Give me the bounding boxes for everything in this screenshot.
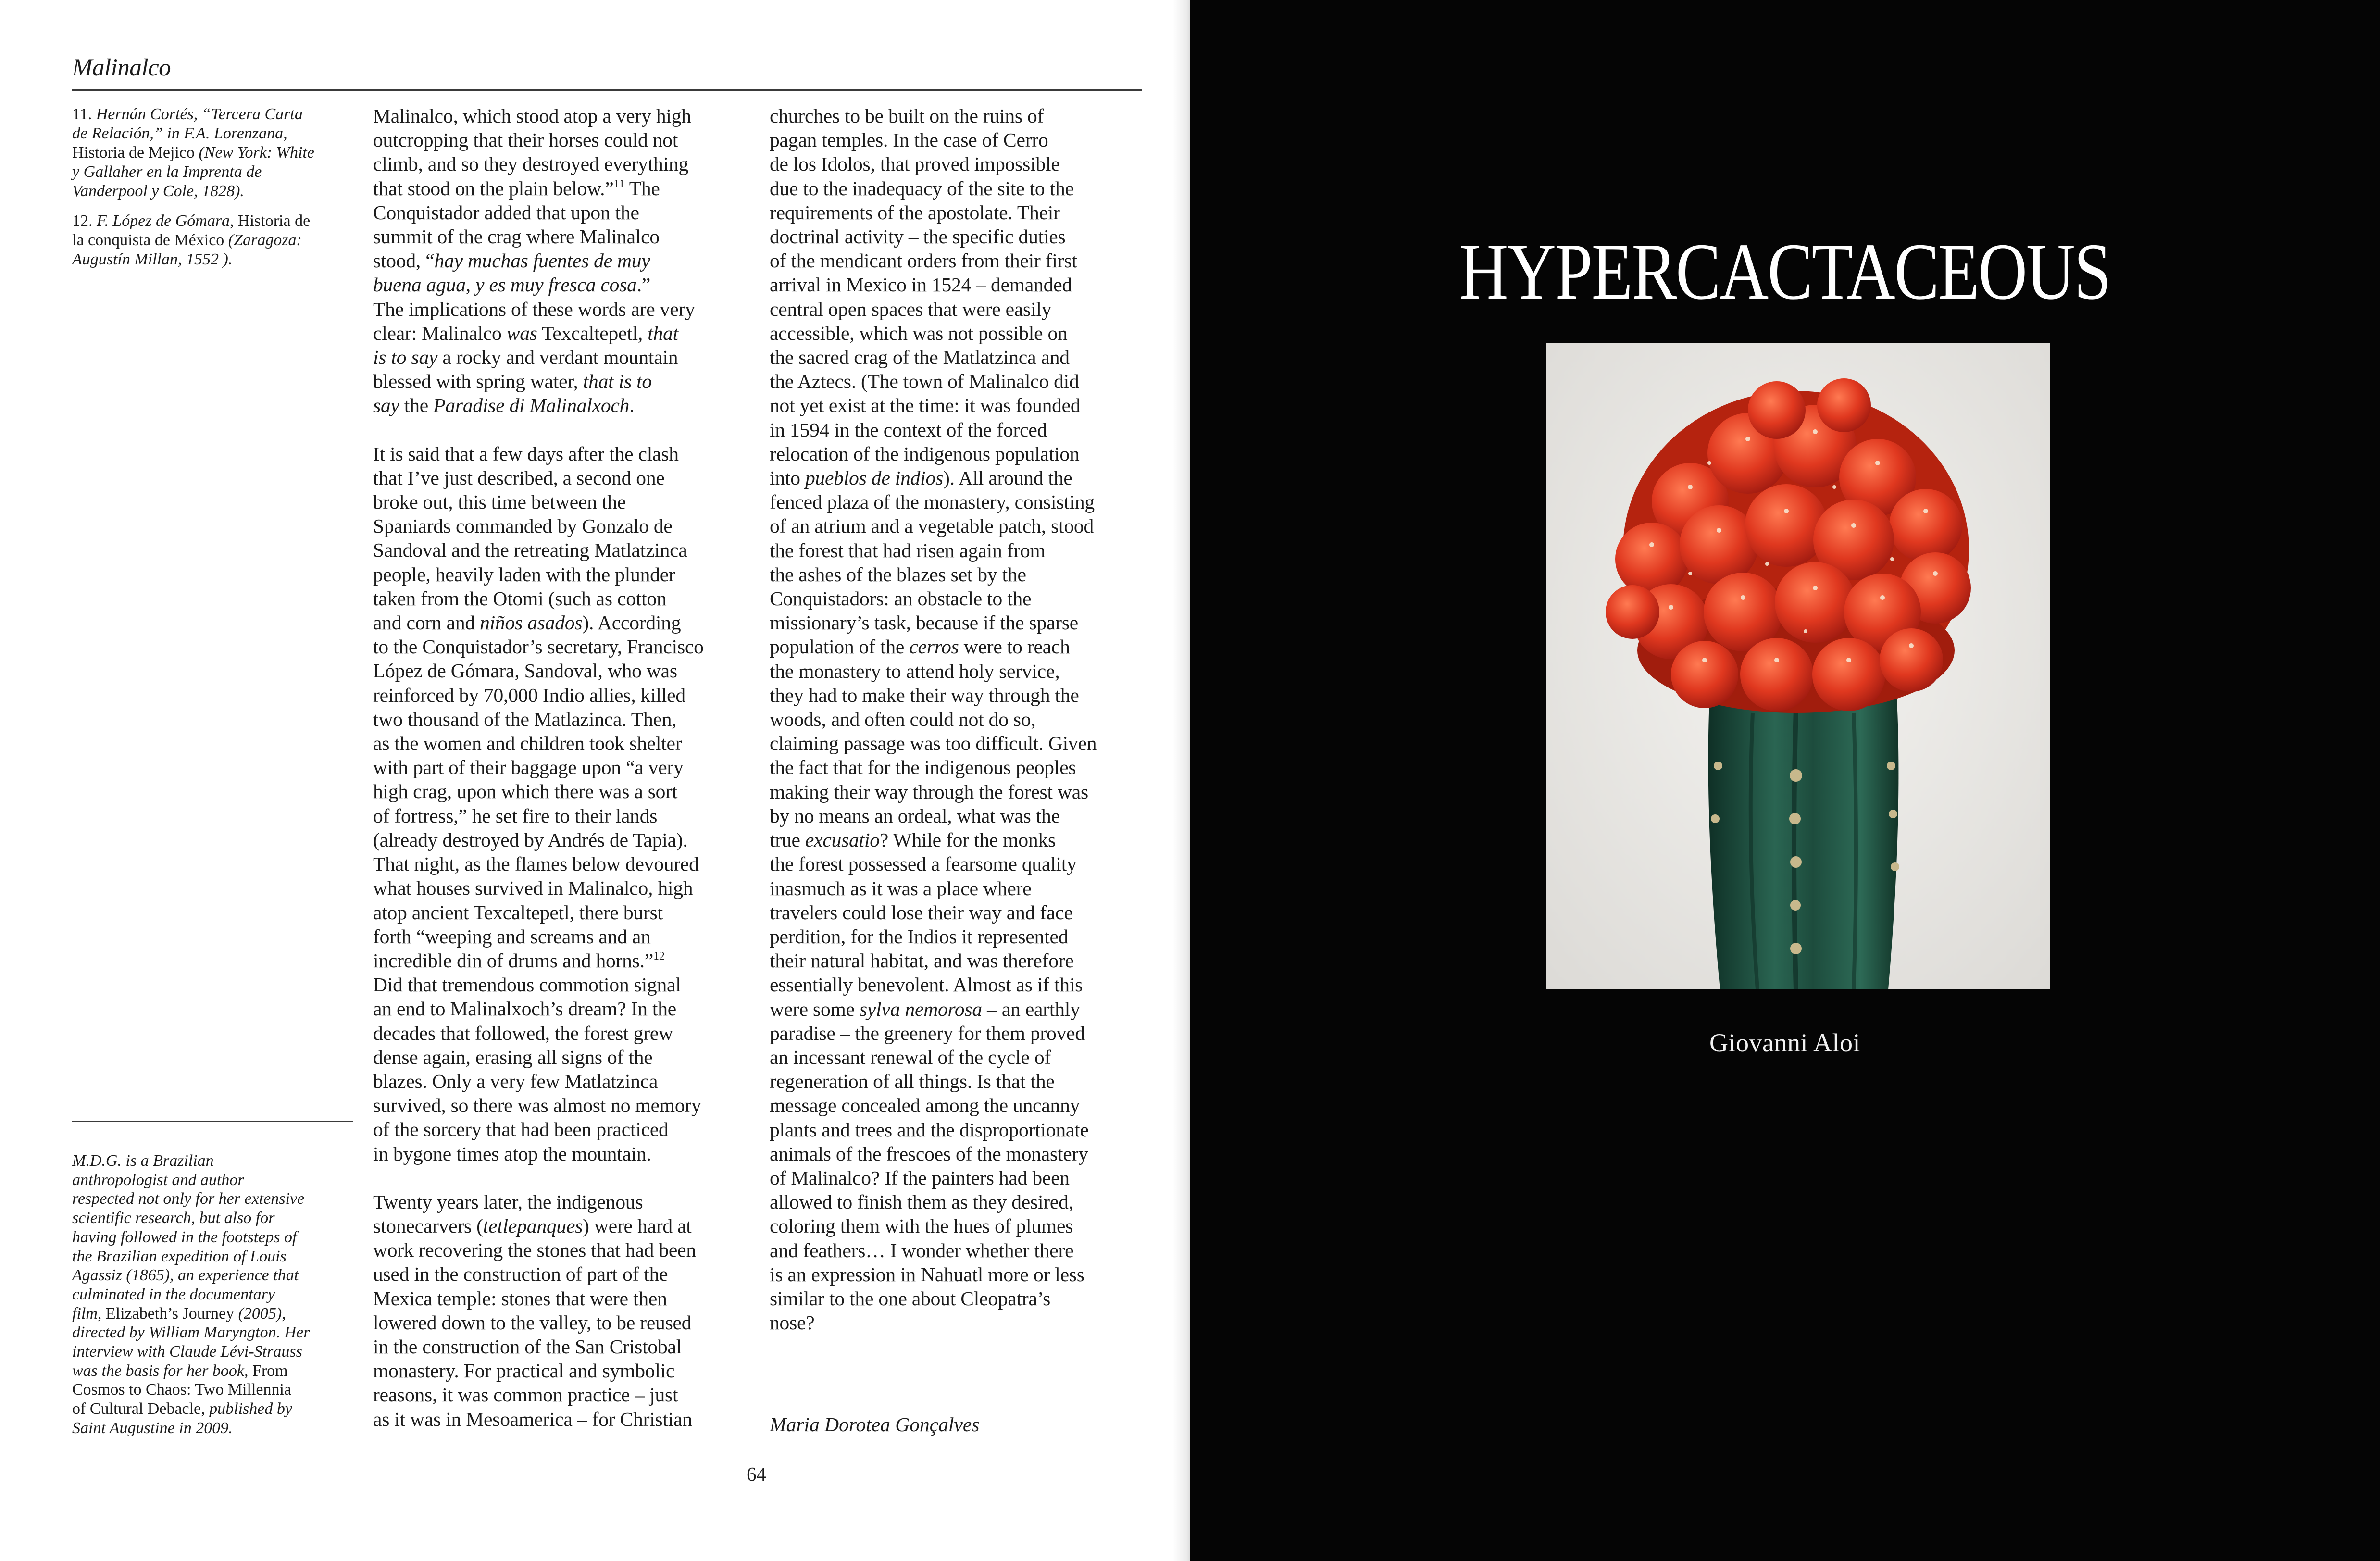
footnote-line: Augustín Millan, 1552 ). <box>72 250 233 268</box>
header-rule <box>72 89 1142 91</box>
footnote <box>72 105 356 201</box>
text-line: of Malinalco? If the painters had been <box>770 1166 1070 1189</box>
text-line: stonecarvers (tetlepanques) were hard at <box>373 1214 692 1237</box>
paragraph <box>770 104 1154 1335</box>
text-line: of fortress,” he set fire to their lands <box>373 804 658 827</box>
footnote-line: 12. F. López de Gómara, Historia de <box>72 212 311 230</box>
text-line: the forest that had risen again from <box>770 539 1046 562</box>
book-title: HYPERCACTACEOUS <box>1459 227 2111 316</box>
text-line: by no means an ordeal, what was the <box>770 804 1060 827</box>
bio-line: of Cultural Debacle, published by <box>72 1400 292 1418</box>
text-line: taken from the Otomi (such as cotton <box>373 587 667 610</box>
text-line: The implications of these words are very <box>373 298 695 320</box>
text-line: fenced plaza of the monastery, consisting <box>770 491 1095 513</box>
bio-line: having followed in the footsteps of <box>72 1228 297 1246</box>
bio-line: Cosmos to Chaos: Two Millennia <box>72 1381 292 1399</box>
text-line: atop ancient Texcaltepetl, there burst <box>373 901 663 924</box>
text-column-1 <box>373 104 748 1431</box>
text-line: they had to make their way through the <box>770 684 1079 706</box>
cactus-photo <box>1546 343 2050 989</box>
footnote-line: de Relación,” in F.A. Lorenzana, <box>72 125 287 142</box>
text-line: summit of the crag where Malinalco <box>373 225 660 248</box>
bio-line: film, Elizabeth’s Journey (2005), <box>72 1304 286 1323</box>
text-line: It is said that a few days after the clash <box>373 442 679 465</box>
bio-line: was the basis for her book, From <box>72 1361 288 1380</box>
text-line: incredible din of drums and horns.”$^{12}$ <box>373 949 665 972</box>
text-line: is to say a rocky and verdant mountain <box>373 346 678 369</box>
text-line: the sacred crag of the Matlatzinca and <box>770 346 1070 369</box>
footnote-line: y Gallaher en la Imprenta de <box>72 163 262 181</box>
bio-line: directed by William Maryngton. Her <box>72 1324 310 1342</box>
footnote-line: Historia de Mejico (New York: White <box>72 144 314 162</box>
footnote-line: Vanderpool y Cole, 1828). <box>72 182 244 200</box>
text-line: Did that tremendous commotion signal <box>373 974 681 996</box>
text-line: monastery. For practical and symbolic <box>373 1360 675 1382</box>
text-line: as the women and children took shelter <box>373 732 682 755</box>
text-line: buena agua, y es muy fresca cosa.” <box>373 274 651 296</box>
text-line: regeneration of all things. Is that the <box>770 1070 1055 1093</box>
text-line: relocation of the indigenous population <box>770 442 1080 465</box>
text-line: true excusatio? While for the monks <box>770 829 1056 851</box>
bio-line: M.D.G. is a Brazilian <box>72 1152 214 1170</box>
text-line: plants and trees and the disproportionate <box>770 1118 1089 1141</box>
text-line: churches to be built on the ruins of <box>770 105 1044 127</box>
text-line: animals of the frescoes of the monastery <box>770 1142 1088 1165</box>
text-line: and corn and niños asados). According <box>373 612 681 634</box>
text-line: to the Conquistador’s secretary, Francisco <box>373 636 704 658</box>
text-line: Mexica temple: stones that were then <box>373 1287 667 1310</box>
text-line: as it was in Mesoamerica – for Christian <box>373 1408 692 1430</box>
text-line: requirements of the apostolate. Their <box>770 201 1060 224</box>
text-line: woods, and often could not do so, <box>770 708 1036 731</box>
text-line: perdition, for the Indios it represented <box>770 925 1069 948</box>
text-line: in 1594 in the context of the forced <box>770 418 1047 441</box>
text-line: Twenty years later, the indigenous <box>373 1190 643 1213</box>
text-line: work recovering the stones that had been <box>373 1239 696 1261</box>
bio-line: respected not only for her extensive <box>72 1190 305 1208</box>
text-line: an end to Malinalxoch’s dream? In the <box>373 998 677 1020</box>
footnotes <box>72 105 356 269</box>
text-line: Spaniards commanded by Gonzalo de <box>373 515 673 537</box>
paragraph <box>373 104 748 418</box>
text-line: in bygone times atop the mountain. <box>373 1142 651 1165</box>
bio-line: scientific research, but also for <box>72 1209 275 1227</box>
text-line: the monastery to attend holy service, <box>770 660 1060 682</box>
text-line: what houses survived in Malinalco, high <box>373 877 693 899</box>
text-line: blessed with spring water, that is to <box>373 370 652 393</box>
text-line: nose? <box>770 1311 815 1334</box>
text-line: due to the inadequacy of the site to the <box>770 177 1074 200</box>
text-line: central open spaces that were easily <box>770 298 1052 320</box>
text-line: an incessant renewal of the cycle of <box>770 1046 1051 1068</box>
text-line: their natural habitat, and was therefore <box>770 949 1074 972</box>
text-line: reinforced by 70,000 Indio allies, killed <box>373 684 685 706</box>
text-line: the fact that for the indigenous peoples <box>770 756 1076 779</box>
footnote-line: la conquista de México (Zaragoza: <box>72 231 302 249</box>
text-line: the Aztecs. (The town of Malinalco did <box>770 370 1079 393</box>
running-head: Malinalco <box>72 54 171 81</box>
text-line: is an expression in Nahuatl more or less <box>770 1263 1084 1286</box>
text-line: Conquistador added that upon the <box>373 201 639 224</box>
text-line: into pueblos de indios). All around the <box>770 467 1072 489</box>
text-line: missionary’s task, because if the sparse <box>770 612 1078 634</box>
text-line: López de Gómara, Sandoval, who was <box>373 660 677 682</box>
text-line: paradise – the greenery for them proved <box>770 1022 1085 1044</box>
text-line: decades that followed, the forest grew <box>373 1022 673 1044</box>
text-line: were some sylva nemorosa – an earthly <box>770 998 1080 1020</box>
bio-line: anthropologist and author <box>72 1171 244 1189</box>
text-line: Sandoval and the retreating Matlatzinca <box>373 539 687 562</box>
text-line: survived, so there was almost no memory <box>373 1094 701 1117</box>
text-line: inasmuch as it was a place where <box>770 877 1032 899</box>
text-line: accessible, which was not possible on <box>770 322 1068 344</box>
text-line: travelers could lose their way and face <box>770 901 1073 924</box>
text-line: blazes. Only a very few Matlatzinca <box>373 1070 658 1092</box>
text-line: two thousand of the Matlazinca. Then, <box>373 708 677 730</box>
text-line: de los Idolos, that proved impossible <box>770 153 1060 175</box>
text-line: (already destroyed by Andrés de Tapia). <box>373 828 688 851</box>
text-line: of an atrium and a vegetable patch, stood <box>770 515 1094 537</box>
author-name: Giovanni Aloi <box>1709 1028 1860 1057</box>
text-column-2 <box>770 104 1154 1335</box>
text-line: clear: Malinalco was Texcaltepetl, that <box>373 322 679 344</box>
footnote-line: 11. Hernán Cortés, “Tercera Carta <box>72 105 303 123</box>
text-line: message concealed among the uncanny <box>770 1094 1080 1117</box>
text-line: with part of their baggage upon “a very <box>373 756 684 779</box>
text-line: essentially benevolent. Almost as if this <box>770 974 1083 996</box>
page-number: 64 <box>747 1463 766 1485</box>
text-line: people, heavily laden with the plunder <box>373 563 675 586</box>
text-line: climb, and so they destroyed everything <box>373 153 689 175</box>
author-bio <box>72 1151 356 1438</box>
text-line: similar to the one about Cleopatra’s <box>770 1287 1051 1310</box>
author-signature: Maria Dorotea Gonçalves <box>770 1413 980 1436</box>
text-line: lowered down to the valley, to be reused <box>373 1311 692 1334</box>
text-line: pagan temples. In the case of Cerro <box>770 129 1048 151</box>
text-line: that I’ve just described, a second one <box>373 466 665 489</box>
text-line: coloring them with the hues of plumes <box>770 1215 1073 1237</box>
paragraph <box>373 442 748 1166</box>
paragraph <box>373 1190 748 1431</box>
text-line: stood, “hay muchas fuentes de muy <box>373 250 650 272</box>
bio-line: interview with Claude Lévi-Strauss <box>72 1343 302 1361</box>
text-line: of the sorcery that had been practiced <box>373 1118 669 1141</box>
text-line: forth “weeping and screams and an <box>373 925 651 948</box>
text-line: population of the cerros were to reach <box>770 636 1070 658</box>
text-line: used in the construction of part of the <box>373 1263 668 1286</box>
text-line: doctrinal activity – the specific duties <box>770 225 1066 248</box>
text-line: dense again, erasing all signs of the <box>373 1046 653 1068</box>
bio-line: Agassiz (1865), an experience that <box>72 1266 299 1285</box>
bio-line: the Brazilian expedition of Louis <box>72 1247 287 1265</box>
text-line: making their way through the forest was <box>770 780 1088 803</box>
text-line: Conquistadors: an obstacle to the <box>770 587 1032 610</box>
text-line: claiming passage was too difficult. Given <box>770 732 1097 755</box>
text-line: reasons, it was common practice – just <box>373 1384 678 1406</box>
bio-line: Saint Augustine in 2009. <box>72 1419 233 1437</box>
gutter-shadow <box>1173 0 1192 1561</box>
text-line: high crag, upon which there was a sort <box>373 780 678 803</box>
text-line: say the Paradise di Malinalxoch. <box>373 394 635 417</box>
text-line: the ashes of the blazes set by the <box>770 563 1026 586</box>
text-line: the forest possessed a fearsome quality <box>770 853 1077 875</box>
text-line: not yet exist at the time: it was founded <box>770 394 1081 417</box>
bio-line: culminated in the documentary <box>72 1285 275 1303</box>
footnote <box>72 212 356 269</box>
text-line: allowed to finish them as they desired, <box>770 1191 1073 1213</box>
text-line: that stood on the plain below.”$^{11}$ The <box>373 177 660 200</box>
text-line: in the construction of the San Cristobal <box>373 1335 682 1358</box>
text-line: outcropping that their horses could not <box>373 129 678 151</box>
text-line: arrival in Mexico in 1524 – demanded <box>770 274 1072 296</box>
bio-rule <box>72 1121 353 1122</box>
text-line: That night, as the flames below devoured <box>373 853 699 875</box>
text-line: and feathers… I wonder whether there <box>770 1239 1074 1261</box>
text-line: broke out, this time between the <box>373 491 626 513</box>
text-line: of the mendicant orders from their first <box>770 250 1077 272</box>
text-line: Malinalco, which stood atop a very high <box>373 105 691 127</box>
